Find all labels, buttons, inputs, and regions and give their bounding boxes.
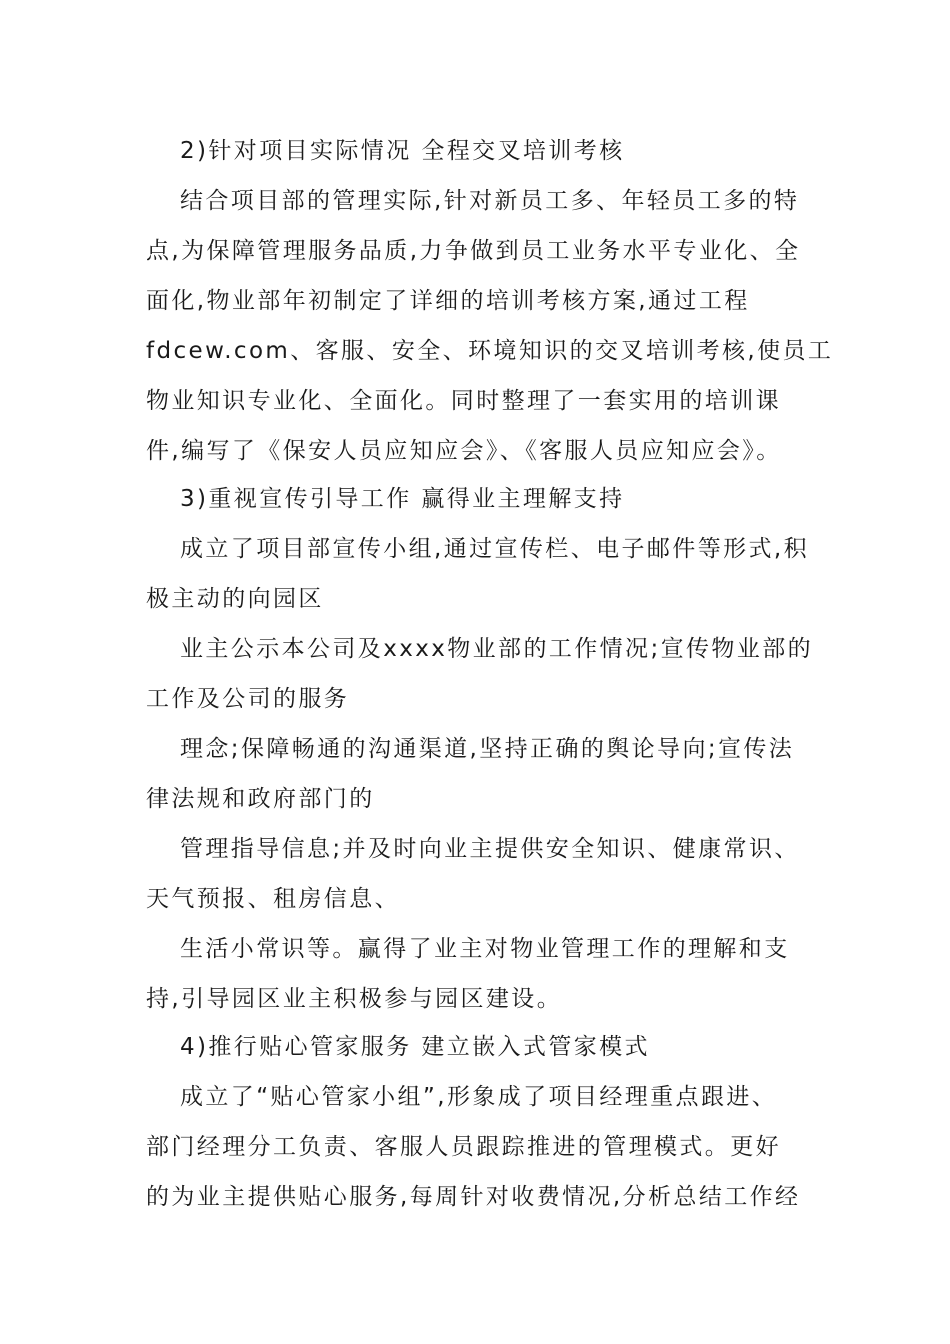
paragraph-line: 律法规和政府部门的: [146, 786, 375, 812]
heading-publicity: 3)重视宣传引导工作 赢得业主理解支持: [180, 486, 625, 512]
paragraph-line: 物业知识专业化、全面化。同时整理了一套实用的培训课: [146, 388, 781, 414]
heading-butler: 4)推行贴心管家服务 建立嵌入式管家模式: [180, 1034, 650, 1060]
paragraph-line: 生活小常识等。赢得了业主对物业管理工作的理解和支: [180, 936, 790, 962]
paragraph-line: 的为业主提供贴心服务,每周针对收费情况,分析总结工作经: [146, 1184, 801, 1210]
paragraph-line: 业主公示本公司及xxxx物业部的工作情况;宣传物业部的: [180, 636, 813, 662]
paragraph-line: 结合项目部的管理实际,针对新员工多、年轻员工多的特: [180, 188, 800, 214]
paragraph-line: 成立了项目部宣传小组,通过宣传栏、电子邮件等形式,积: [180, 536, 810, 562]
paragraph-line: 件,编写了《保安人员应知应会》、《客服人员应知应会》。: [146, 438, 782, 464]
paragraph-line: fdcew.com、客服、安全、环境知识的交叉培训考核,使员工: [146, 338, 834, 364]
paragraph-line: 理念;保障畅通的沟通渠道,坚持正确的舆论导向;宣传法: [180, 736, 795, 762]
paragraph-line: 持,引导园区业主积极参与园区建设。: [146, 986, 563, 1012]
heading-training: 2)针对项目实际情况 全程交叉培训考核: [180, 138, 625, 164]
paragraph-line: 天气预报、租房信息、: [146, 886, 400, 912]
paragraph-line: 极主动的向园区: [146, 586, 324, 612]
paragraph-line: 面化,物业部年初制定了详细的培训考核方案,通过工程: [146, 288, 750, 314]
paragraph-line: 点,为保障管理服务品质,力争做到员工业务水平专业化、全: [146, 238, 801, 264]
paragraph-line: 工作及公司的服务: [146, 686, 350, 712]
paragraph-line: 部门经理分工负责、客服人员跟踪推进的管理模式。更好: [146, 1134, 781, 1160]
paragraph-line: 成立了“贴心管家小组”,形象成了项目经理重点跟进、: [180, 1084, 778, 1110]
paragraph-line: 管理指导信息;并及时向业主提供安全知识、健康常识、: [180, 836, 800, 862]
